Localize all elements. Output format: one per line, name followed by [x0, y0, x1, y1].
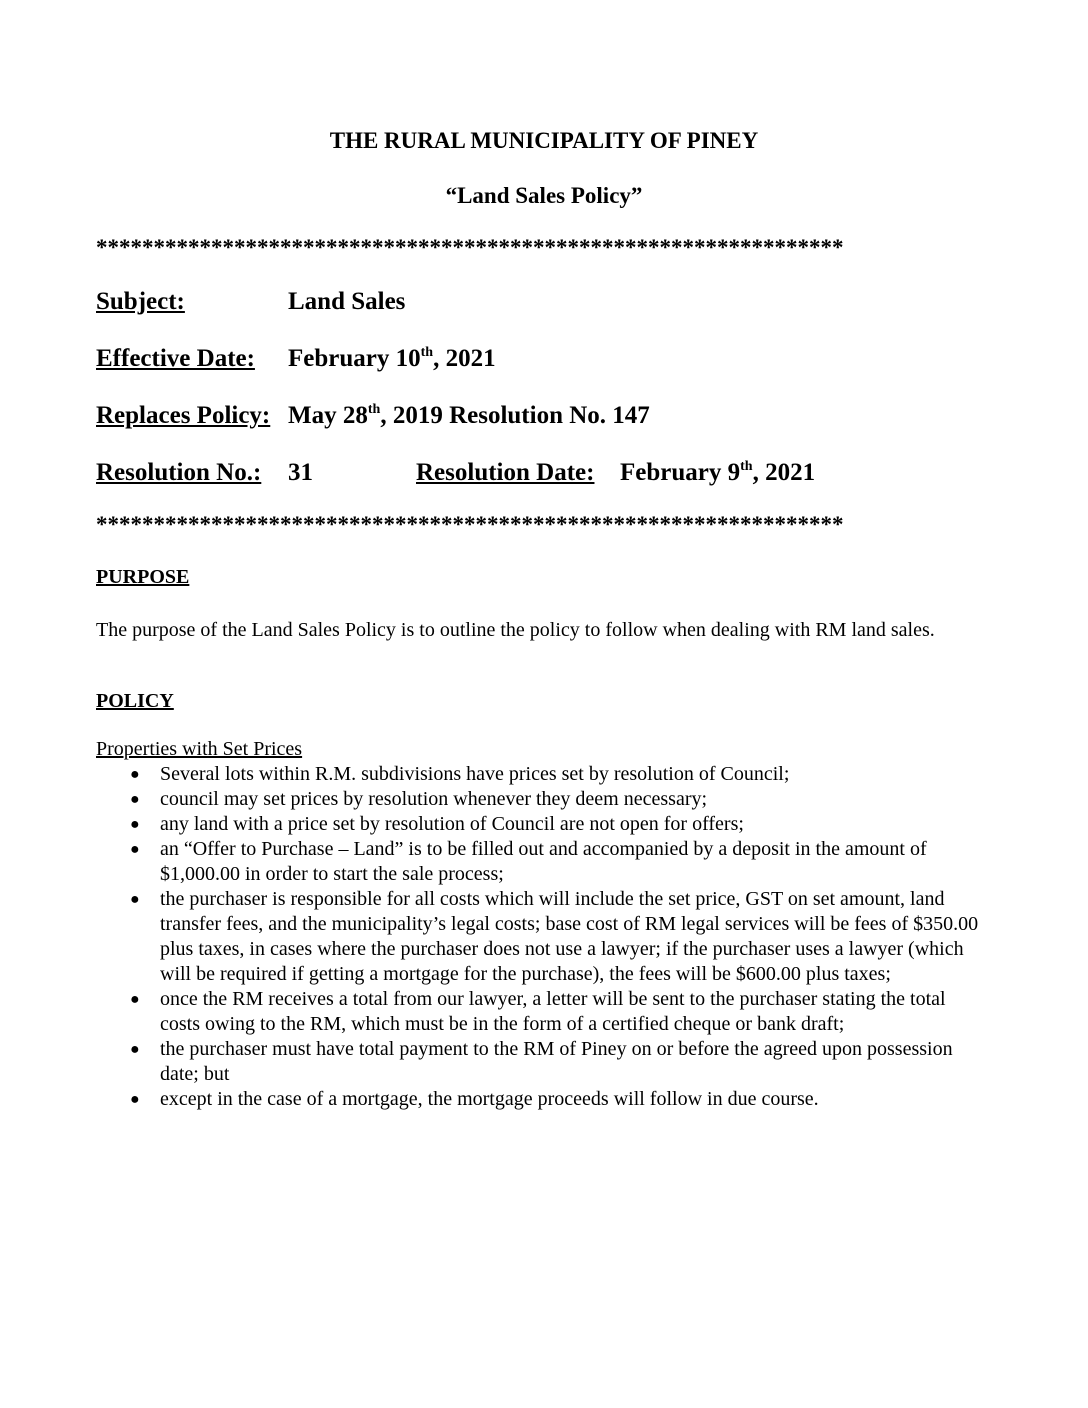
policy-heading: POLICY — [96, 690, 174, 712]
document-subtitle: “Land Sales Policy” — [445, 183, 643, 208]
bullet-icon: ● — [130, 891, 140, 908]
bullet-icon: ● — [130, 791, 140, 808]
resolution-date-label: Resolution Date: — [416, 459, 595, 486]
bullet-icon: ● — [130, 991, 140, 1008]
list-item: ● once the RM receives a total from our lawyer, a letter will be sent to the purchaser stating the total costs owing to the RM, which must be in the form of a certified cheque or bank draft; — [130, 988, 946, 1035]
list-item: ● the purchaser is responsible for all costs which will include the set price, GST on set amount, land transfer fees, and the municipality’s legal costs; base cost of RM legal services will be fees of $350.00 plus taxes, in cases where the purchaser does not use a lawyer; if the purchaser uses a lawyer (which will be required if getting a mortgage for the purchase), the fees will be $600.00 plus taxes; — [130, 888, 979, 985]
list-item: ● any land with a price set by resolution of Council are not open for offers; — [130, 813, 744, 835]
replaces-policy-label: Replaces Policy: — [96, 402, 271, 429]
list-item: ● an “Offer to Purchase – Land” is to be filled out and accompanied by a deposit in the amount of $1,000.00 in order to start the sale process; — [130, 838, 927, 885]
bullet-icon: ● — [130, 766, 140, 783]
policy-subheading: Properties with Set Prices — [96, 738, 303, 760]
effective-date-label: Effective Date: — [96, 345, 255, 372]
replaces-policy-value: May 28th, 2019 Resolution No. 147 — [288, 402, 650, 429]
resolution-no-value: 31 — [288, 459, 313, 486]
effective-date-value: February 10th, 2021 — [288, 345, 496, 372]
list-item: ● Several lots within R.M. subdivisions have prices set by resolution of Council; — [130, 763, 790, 785]
purpose-heading: PURPOSE — [96, 566, 190, 588]
purpose-text: The purpose of the Land Sales Policy is to outline the policy to follow when dealing with RM land sales. — [96, 619, 935, 641]
policy-bullet-list — [126, 762, 986, 1112]
subject-label: Subject: — [96, 288, 185, 315]
bullet-icon: ● — [130, 816, 140, 833]
subject-value: Land Sales — [288, 288, 406, 315]
list-item: ● the purchaser must have total payment to the RM of Piney on or before the agreed upon possession date; but — [130, 1038, 953, 1085]
list-item: ● except in the case of a mortgage, the mortgage proceeds will follow in due course. — [130, 1088, 819, 1110]
resolution-date-value: February 9th, 2021 — [620, 459, 816, 486]
document-title: THE RURAL MUNICIPALITY OF PINEY — [329, 128, 759, 153]
bullet-icon: ● — [130, 841, 140, 858]
list-item: ● council may set prices by resolution whenever they deem necessary; — [130, 788, 708, 810]
bullet-icon: ● — [130, 1091, 140, 1108]
separator-bottom: ***************************************************************** — [96, 512, 844, 537]
separator-top: ***************************************************************** — [96, 235, 844, 260]
resolution-no-label: Resolution No.: — [96, 459, 262, 486]
bullet-icon: ● — [130, 1041, 140, 1058]
